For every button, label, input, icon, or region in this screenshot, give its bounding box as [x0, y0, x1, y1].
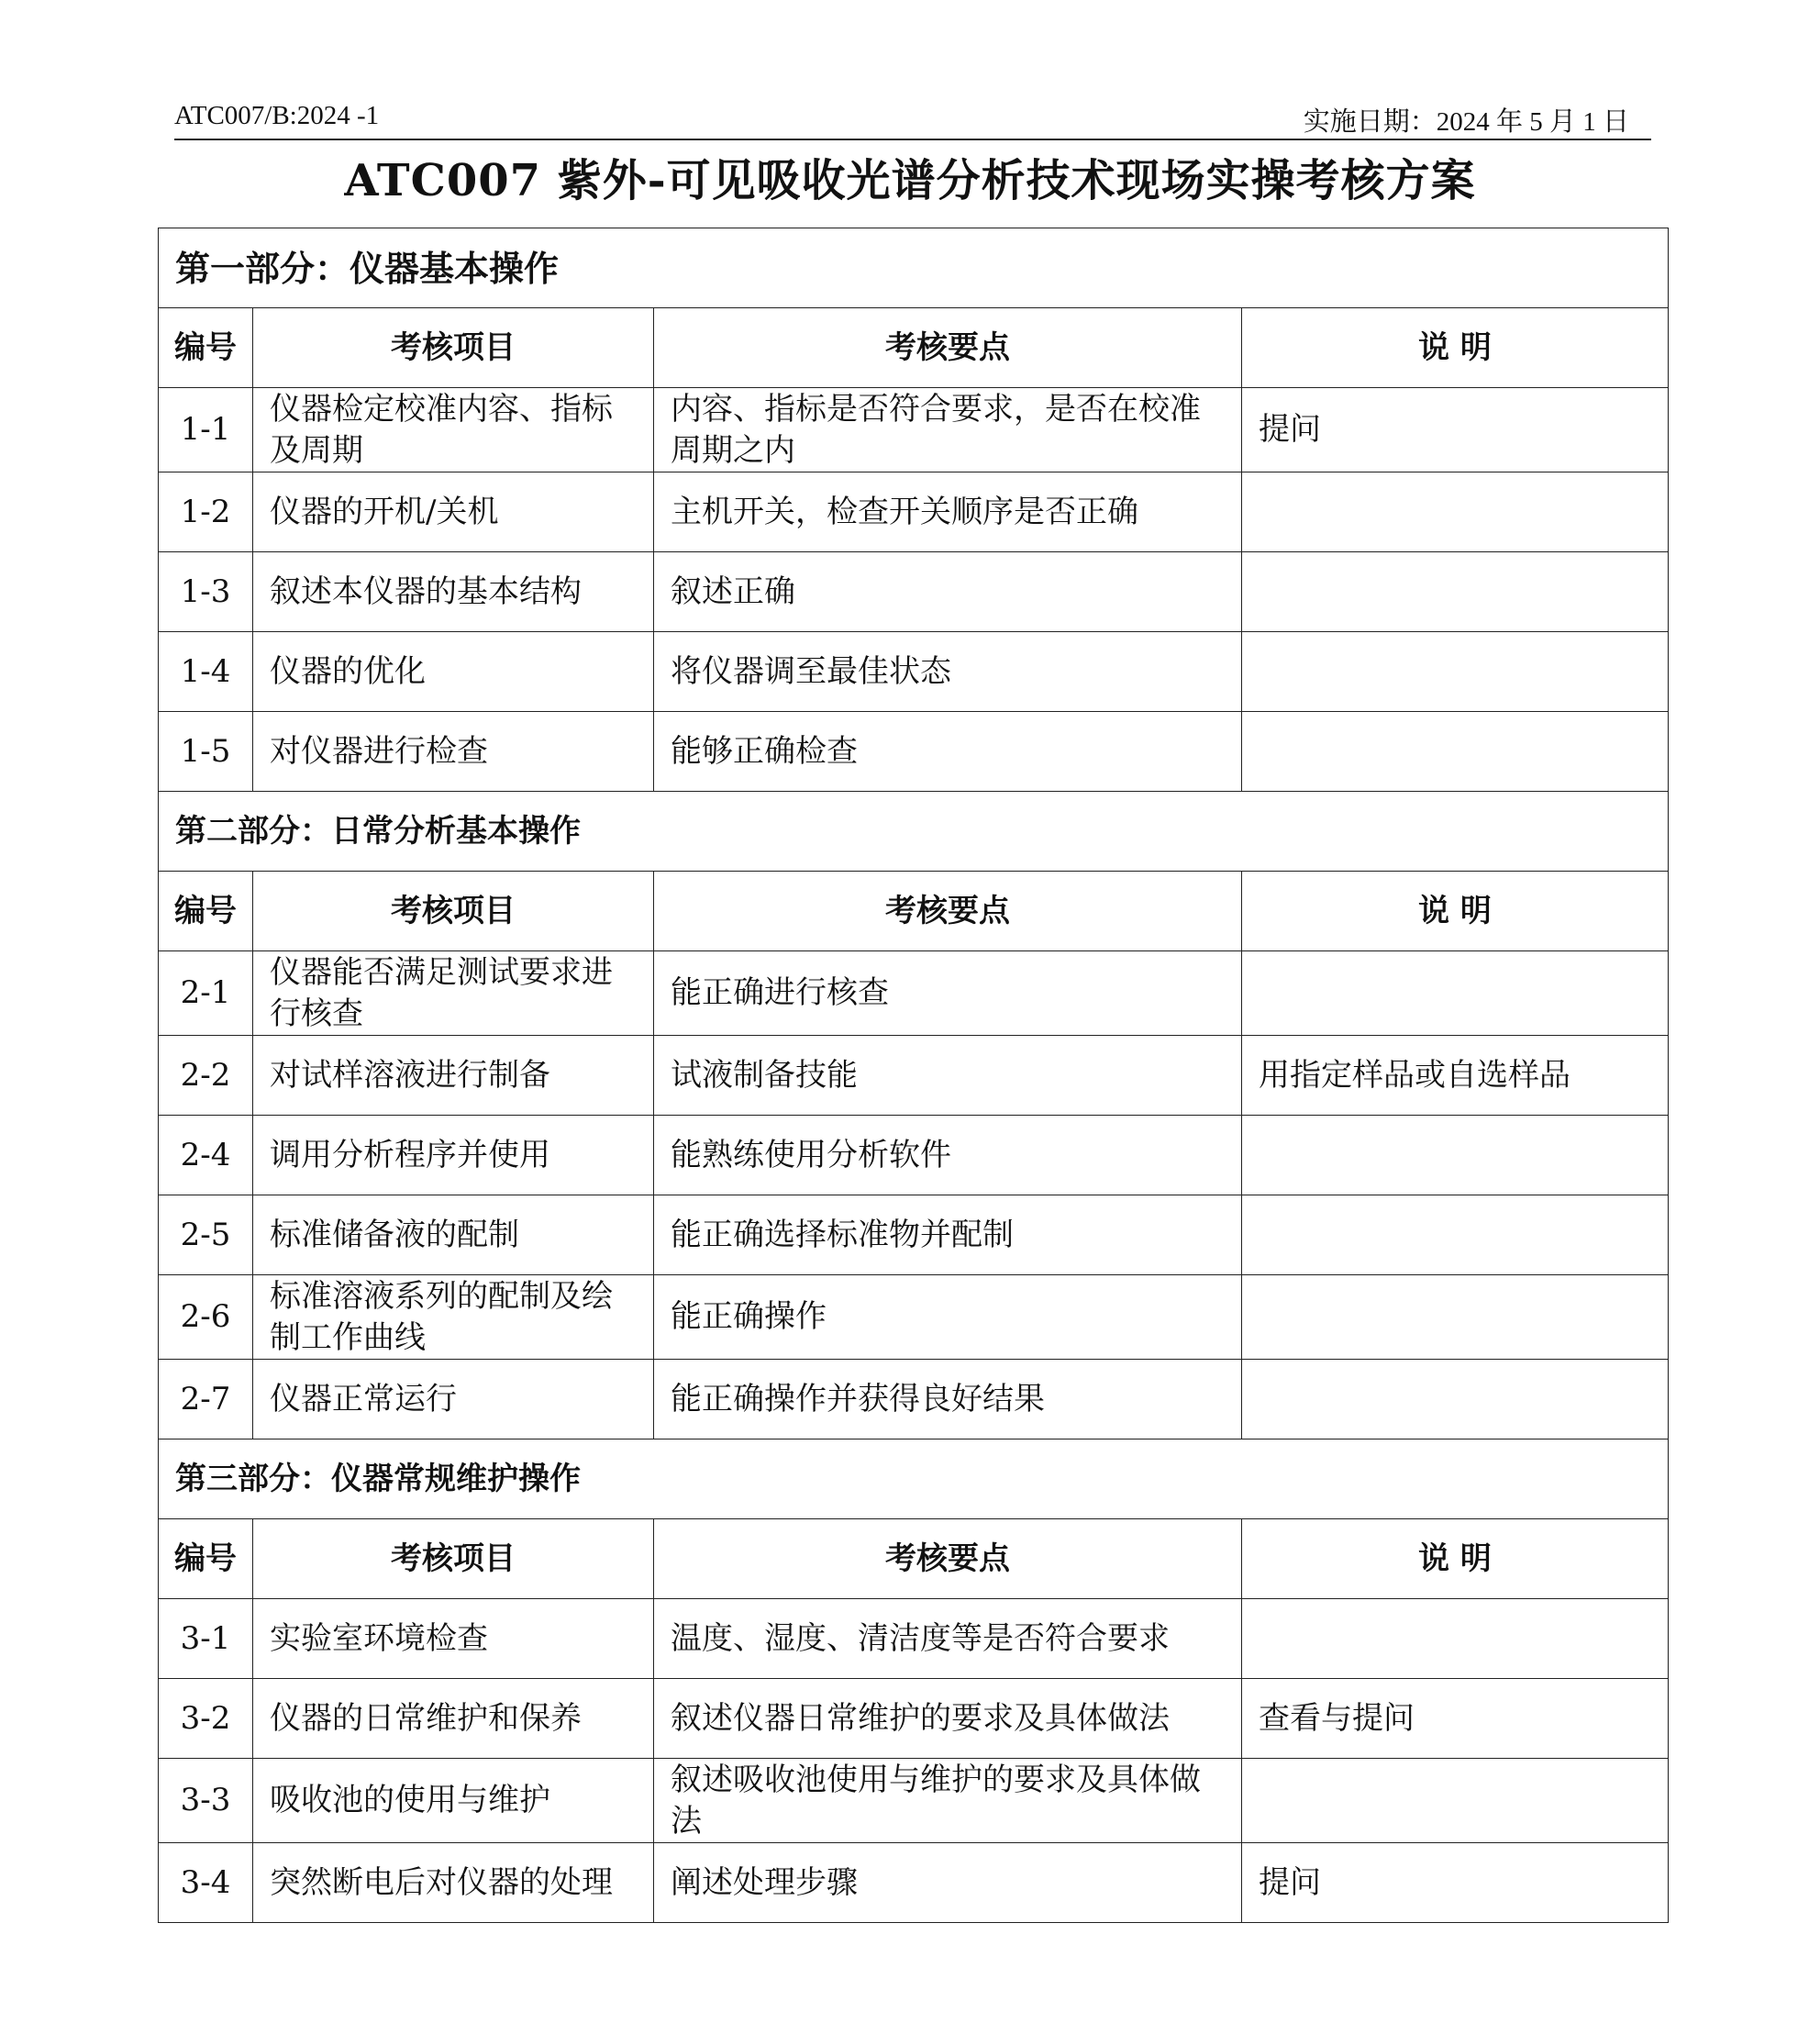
cell-item: 仪器的开机/关机: [253, 472, 654, 552]
column-header-points: 考核要点: [654, 308, 1242, 388]
cell-id: 3-3: [159, 1759, 253, 1843]
table-row: [159, 632, 1669, 712]
section-header-row: [159, 1439, 1669, 1519]
page-title: ATC007 紫外-可见吸收光谱分析技术现场实操考核方案: [344, 155, 1476, 206]
cell-item: 仪器检定校准内容、指标及周期: [253, 388, 654, 472]
section-header-row: [159, 792, 1669, 872]
table-row: [159, 712, 1669, 792]
cell-id: 3-1: [159, 1599, 253, 1679]
cell-points: 内容、指标是否符合要求，是否在校准周期之内: [654, 388, 1242, 472]
column-header-id: 编号: [159, 1519, 253, 1599]
header-rule: [174, 139, 1651, 140]
cell-id: 2-6: [159, 1275, 253, 1360]
cell-item: 叙述本仪器的基本结构: [253, 552, 654, 632]
assessment-table-body: [159, 228, 1669, 1923]
cell-points: 能正确进行核查: [654, 951, 1242, 1036]
cell-points: 阐述处理步骤: [654, 1843, 1242, 1923]
cell-id: 2-4: [159, 1116, 253, 1195]
column-header-row: [159, 1519, 1669, 1599]
cell-id: 2-2: [159, 1036, 253, 1116]
cell-points: 能熟练使用分析软件: [654, 1116, 1242, 1195]
cell-points: 温度、湿度、清洁度等是否符合要求: [654, 1599, 1242, 1679]
table-row: [159, 552, 1669, 632]
cell-points: 叙述仪器日常维护的要求及具体做法: [654, 1679, 1242, 1759]
cell-points: 试液制备技能: [654, 1036, 1242, 1116]
cell-note: [1242, 552, 1669, 632]
cell-note: [1242, 712, 1669, 792]
effective-date: 实施日期：2024 年 5 月 1 日: [1303, 107, 1629, 137]
table-row: [159, 472, 1669, 552]
section-title: 第一部分：仪器基本操作: [159, 228, 1669, 308]
cell-note: [1242, 1360, 1669, 1439]
cell-id: 1-2: [159, 472, 253, 552]
table-row: [159, 1759, 1669, 1843]
document-code: ATC007/B:2024 -1: [174, 101, 380, 130]
cell-points: 能正确选择标准物并配制: [654, 1195, 1242, 1275]
cell-id: 1-1: [159, 388, 253, 472]
table-row: [159, 1679, 1669, 1759]
cell-id: 1-3: [159, 552, 253, 632]
cell-item: 对试样溶液进行制备: [253, 1036, 654, 1116]
table-row: [159, 1843, 1669, 1923]
column-header-note: 说 明: [1242, 1519, 1669, 1599]
table-row: [159, 1195, 1669, 1275]
section-title: 第三部分：仪器常规维护操作: [159, 1439, 1669, 1519]
column-header-points: 考核要点: [654, 872, 1242, 951]
cell-id: 3-4: [159, 1843, 253, 1923]
column-header-item: 考核项目: [253, 1519, 654, 1599]
cell-item: 对仪器进行检查: [253, 712, 654, 792]
column-header-item: 考核项目: [253, 308, 654, 388]
cell-id: 2-5: [159, 1195, 253, 1275]
cell-item: 实验室环境检查: [253, 1599, 654, 1679]
cell-id: 2-7: [159, 1360, 253, 1439]
cell-note: [1242, 1275, 1669, 1360]
section-header-row: [159, 228, 1669, 308]
cell-points: 能够正确检查: [654, 712, 1242, 792]
table-row: [159, 1036, 1669, 1116]
cell-note: [1242, 1195, 1669, 1275]
table-row: [159, 1116, 1669, 1195]
cell-note: [1242, 632, 1669, 712]
table-row: [159, 951, 1669, 1036]
cell-note: [1242, 1116, 1669, 1195]
cell-id: 2-1: [159, 951, 253, 1036]
column-header-note: 说 明: [1242, 872, 1669, 951]
column-header-note: 说 明: [1242, 308, 1669, 388]
cell-note: 用指定样品或自选样品: [1242, 1036, 1669, 1116]
cell-item: 标准溶液系列的配制及绘制工作曲线: [253, 1275, 654, 1360]
cell-note: [1242, 1599, 1669, 1679]
cell-note: [1242, 1759, 1669, 1843]
column-header-points: 考核要点: [654, 1519, 1242, 1599]
cell-note: 提问: [1242, 1843, 1669, 1923]
cell-note: 提问: [1242, 388, 1669, 472]
cell-note: 查看与提问: [1242, 1679, 1669, 1759]
cell-item: 仪器能否满足测试要求进行核查: [253, 951, 654, 1036]
cell-item: 调用分析程序并使用: [253, 1116, 654, 1195]
cell-id: 1-4: [159, 632, 253, 712]
cell-item: 仪器的优化: [253, 632, 654, 712]
table-row: [159, 1360, 1669, 1439]
cell-note: [1242, 472, 1669, 552]
cell-points: 能正确操作: [654, 1275, 1242, 1360]
cell-item: 仪器正常运行: [253, 1360, 654, 1439]
cell-points: 叙述正确: [654, 552, 1242, 632]
table-row: [159, 388, 1669, 472]
table-row: [159, 1275, 1669, 1360]
column-header-id: 编号: [159, 308, 253, 388]
cell-item: 吸收池的使用与维护: [253, 1759, 654, 1843]
cell-item: 突然断电后对仪器的处理: [253, 1843, 654, 1923]
cell-points: 能正确操作并获得良好结果: [654, 1360, 1242, 1439]
cell-points: 叙述吸收池使用与维护的要求及具体做法: [654, 1759, 1242, 1843]
column-header-row: [159, 872, 1669, 951]
cell-item: 标准储备液的配制: [253, 1195, 654, 1275]
section-title: 第二部分：日常分析基本操作: [159, 792, 1669, 872]
cell-note: [1242, 951, 1669, 1036]
cell-id: 3-2: [159, 1679, 253, 1759]
column-header-item: 考核项目: [253, 872, 654, 951]
column-header-row: [159, 308, 1669, 388]
cell-points: 将仪器调至最佳状态: [654, 632, 1242, 712]
table-row: [159, 1599, 1669, 1679]
cell-item: 仪器的日常维护和保养: [253, 1679, 654, 1759]
cell-id: 1-5: [159, 712, 253, 792]
column-header-id: 编号: [159, 872, 253, 951]
assessment-table: [158, 228, 1669, 1923]
cell-points: 主机开关，检查开关顺序是否正确: [654, 472, 1242, 552]
